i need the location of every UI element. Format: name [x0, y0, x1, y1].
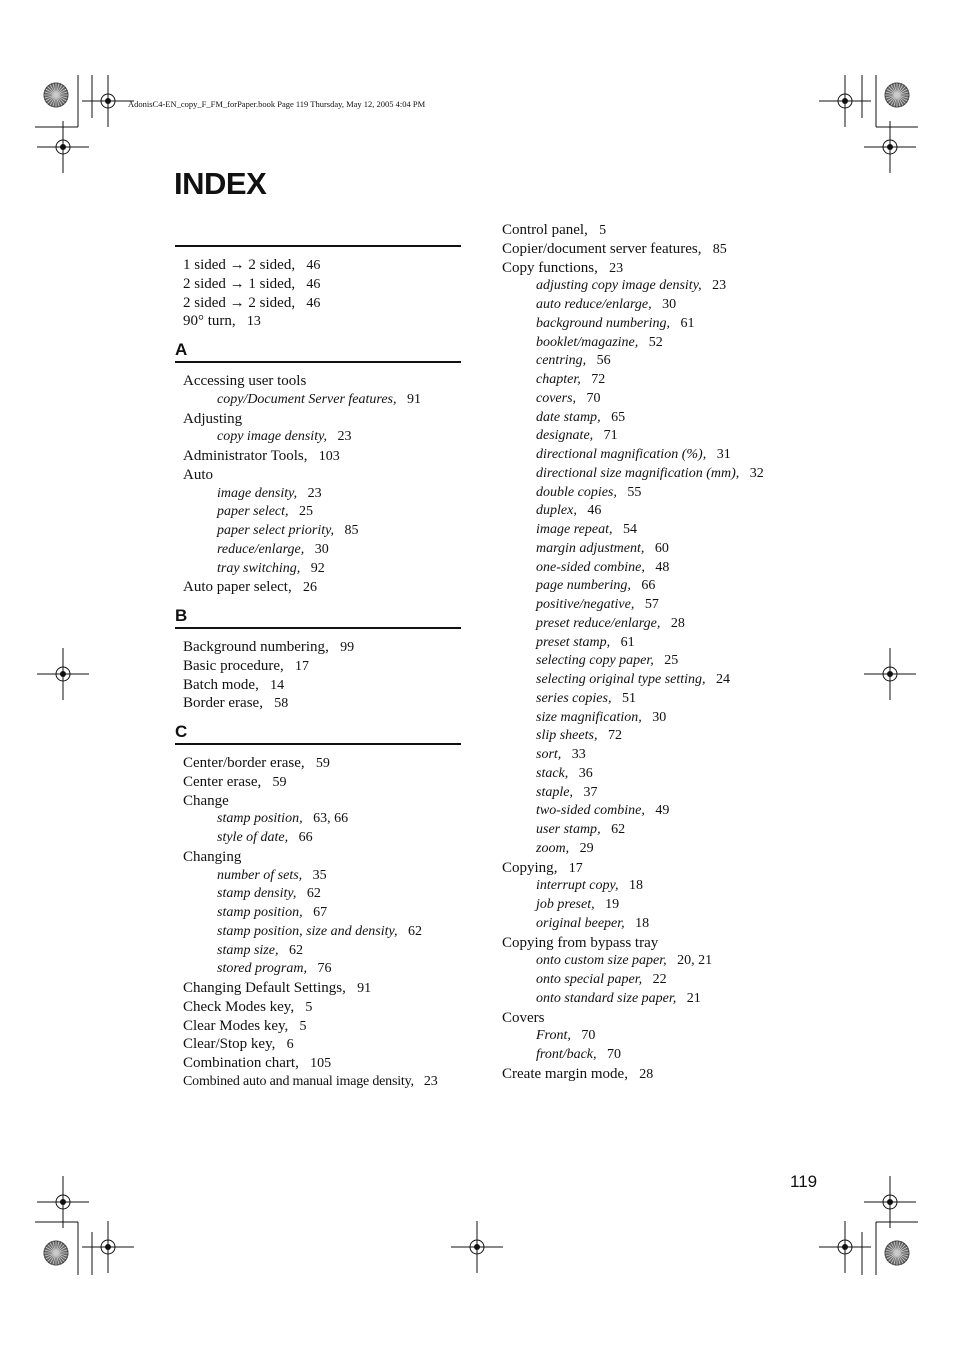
index-subentry: copy/Document Server features, 91 [217, 391, 421, 407]
page-reference: 5 [305, 999, 313, 1015]
page-number: 119 [790, 1172, 818, 1191]
page-reference: 63, 66 [313, 811, 349, 827]
index-subentry: series copies, 51 [536, 690, 636, 706]
page-reference: 18 [635, 915, 650, 931]
page-reference: 35 [312, 867, 327, 883]
section-letter-b: B [175, 606, 188, 625]
page-reference: 62 [288, 942, 303, 958]
color-bar-starburst-icon [44, 83, 68, 107]
index-subentry: margin adjustment, 60 [536, 540, 669, 556]
index-term: slip sheets [536, 728, 594, 744]
index-term: reduce/enlarge [217, 541, 301, 557]
index-subentry: original beeper, 18 [536, 915, 650, 931]
index-entry [183, 410, 461, 429]
page-reference: 66 [641, 578, 656, 594]
index-entry [183, 792, 461, 811]
index-subentry: designate, 71 [536, 428, 618, 444]
page-reference: 17 [295, 658, 310, 674]
index-term: positive/negative [536, 597, 631, 612]
color-bar-starburst-icon [885, 83, 909, 107]
index-term: copy image density [217, 429, 324, 445]
index-section-b [175, 638, 461, 713]
index-term: image repeat [536, 522, 609, 537]
index-term: Change [183, 792, 229, 809]
index-term: copy/Document Server features [217, 391, 393, 407]
index-subentry: reduce/enlarge, 30 [217, 541, 329, 557]
index-subentry: image density, 23 [217, 485, 322, 501]
index-term: Border erase [183, 695, 260, 712]
index-entry: Copying, 17 [502, 859, 583, 876]
index-subentry: two-sided combine, 49 [536, 803, 670, 819]
page-reference: 23 [337, 429, 352, 445]
index-term: covers [536, 390, 573, 406]
index-term: stamp density [217, 886, 293, 902]
registration-target-icon [82, 1221, 134, 1273]
index-entry: Center erase, 59 [183, 773, 287, 790]
index-term: Combination chart [183, 1055, 296, 1071]
index-term: Copier/document server features [502, 240, 698, 257]
page-reference: 6 [286, 1037, 294, 1053]
index-term: Auto [183, 466, 213, 483]
index-term: Auto paper select [183, 579, 288, 596]
index-term: Create margin mode [502, 1065, 625, 1082]
registration-target-icon [864, 1176, 916, 1228]
page-reference: 59 [272, 774, 287, 790]
page-reference: 22 [652, 972, 667, 987]
index-term: Copying [502, 859, 554, 876]
index-term: chapter [536, 372, 578, 387]
page-reference: 21 [686, 990, 701, 1006]
registration-target-icon [864, 648, 916, 700]
index-entry: Clear/Stop key, 6 [183, 1036, 294, 1053]
index-subentry: front/back, 70 [536, 1047, 622, 1062]
index-entry: Clear Modes key, 5 [183, 1017, 307, 1034]
index-subentry: size magnification, 30 [536, 709, 667, 725]
index-subentry: copy image density, 23 [217, 429, 352, 445]
page-reference: 70 [607, 1047, 622, 1062]
index-subentry: slip sheets, 72 [536, 728, 622, 744]
page-reference: 61 [680, 315, 695, 331]
index-term: paper select priority [217, 523, 331, 538]
index-subentry: stored program, 76 [217, 961, 332, 977]
page-reference: 92 [310, 560, 325, 576]
page-reference: 55 [627, 484, 642, 500]
registration-target-icon [819, 1221, 871, 1273]
index-section-c [175, 754, 461, 1092]
index-subentry: one-sided combine, 48 [536, 559, 670, 575]
page-reference: 5 [299, 1018, 307, 1034]
page-reference: 29 [579, 840, 594, 856]
index-term: stamp size [217, 942, 275, 958]
index-entry: Combined auto and manual image density, 23 [183, 1073, 438, 1089]
page-reference: 36 [578, 765, 593, 781]
page-reference: 26 [302, 580, 317, 596]
index-column-left [175, 245, 461, 1092]
index-subentry: preset reduce/enlarge, 28 [536, 615, 685, 631]
index-entry: Control panel, 5 [502, 222, 607, 238]
section-letter-c: C [175, 722, 188, 741]
page-reference: 57 [644, 597, 659, 612]
index-term: Covers [502, 1009, 545, 1026]
index-term: stamp position [217, 905, 300, 920]
page-reference: 59 [315, 756, 330, 771]
index-term: preset stamp [536, 634, 607, 650]
index-subentry: Front, 70 [536, 1028, 596, 1044]
index-subentry: staple, 37 [536, 784, 598, 800]
registration-target-icon [37, 1176, 89, 1228]
index-subentry: image repeat, 54 [536, 522, 637, 537]
index-term: job preset [536, 897, 592, 912]
page-reference: 62 [306, 886, 321, 902]
index-term: Batch mode [183, 676, 256, 693]
index-term: number of sets [217, 867, 299, 883]
index-subentry: positive/negative, 57 [536, 597, 659, 612]
index-subentry: onto custom size paper, 20, 21 [536, 953, 713, 969]
index-entry: 2 sided → 1 sided, 46 [183, 275, 321, 292]
index-entry: Create margin mode, 28 [502, 1065, 654, 1082]
index-section-c-continued [502, 221, 802, 1084]
index-term: Copying from bypass tray [502, 934, 659, 951]
index-term: Check Modes key [183, 998, 291, 1015]
index-subentry: stamp position, 63, 66 [217, 811, 349, 827]
index-subentry: tray switching, 92 [217, 560, 325, 576]
page-reference: 51 [621, 690, 636, 706]
page-reference: 72 [591, 372, 606, 387]
index-term: Control panel [502, 222, 585, 238]
index-subentry: stamp position, size and density, 62 [217, 923, 422, 939]
index-term: series copies [536, 690, 608, 706]
section-letter-a: A [175, 340, 188, 359]
page-reference: 56 [596, 353, 611, 369]
page-reference: 30 [662, 297, 677, 312]
index-entry [183, 372, 461, 391]
index-column-right [502, 221, 802, 1084]
index-entry: Border erase, 58 [183, 695, 289, 712]
index-term: size magnification [536, 709, 639, 725]
registration-target-icon [819, 75, 871, 127]
page-reference: 23 [609, 260, 624, 276]
index-term: date stamp [536, 409, 598, 425]
index-subentry: selecting copy paper, 25 [536, 653, 679, 669]
index-subentry: style of date, 66 [217, 830, 313, 845]
index-entry: Background numbering, 99 [183, 639, 355, 655]
index-term: Clear Modes key [183, 1017, 285, 1034]
page-reference: 24 [716, 672, 731, 687]
index-term: front/back [536, 1047, 594, 1062]
index-term: stored program [217, 961, 304, 977]
index-subentry: centring, 56 [536, 353, 611, 369]
index-entry: Combination chart, 105 [183, 1055, 332, 1071]
page-reference: 32 [749, 465, 764, 481]
index-term: stamp position [217, 811, 300, 827]
index-entry: Check Modes key, 5 [183, 998, 313, 1015]
index-subentry: stamp position, 67 [217, 905, 328, 920]
page-reference: 66 [298, 830, 313, 845]
index-subentry: covers, 70 [536, 390, 601, 406]
index-entry [502, 1009, 802, 1028]
index-term: onto special paper [536, 972, 639, 987]
index-subentry: selecting original type setting, 24 [536, 672, 731, 687]
index-term: booklet/magazine [536, 334, 635, 350]
index-entry: Copier/document server features, 85 [502, 240, 727, 257]
index-term: stamp position, size and density [217, 923, 394, 939]
page-reference: 105 [310, 1056, 332, 1071]
index-term: Front [536, 1028, 568, 1044]
index-term: designate [536, 428, 590, 444]
page-reference: 85 [712, 241, 727, 257]
index-subentry: onto standard size paper, 21 [536, 990, 701, 1006]
index-entry: Administrator Tools, 103 [183, 448, 340, 464]
index-subentry: number of sets, 35 [217, 867, 327, 883]
page-reference: 67 [313, 905, 328, 920]
index-term: Accessing user tools [183, 373, 307, 389]
page-reference: 20, 21 [677, 953, 713, 969]
index-term: original beeper [536, 915, 622, 931]
index-term: Changing Default Settings [183, 980, 343, 996]
index-term: preset reduce/enlarge [536, 615, 657, 631]
index-term: Adjusting [183, 410, 243, 427]
page-reference: 58 [274, 696, 289, 712]
color-bar-starburst-icon [885, 1241, 909, 1265]
index-term: Background numbering [183, 639, 326, 655]
page-reference: 46 [306, 295, 321, 311]
page-reference: 23 [307, 485, 322, 501]
page-reference: 62 [407, 923, 422, 939]
page-reference: 62 [611, 822, 626, 837]
index-subentry: directional size magnification (mm), 32 [536, 465, 764, 481]
index-term: Changing [183, 848, 242, 865]
index-term: onto standard size paper [536, 990, 673, 1006]
index-term: Center/border erase [183, 755, 301, 771]
index-section-a [175, 372, 461, 597]
index-entry [183, 466, 461, 485]
page-reference: 103 [318, 449, 340, 464]
index-term: staple [536, 784, 570, 800]
index-term: onto custom size paper [536, 953, 664, 969]
registration-target-icon [37, 648, 89, 700]
index-entry: 90° turn, 13 [183, 313, 261, 330]
index-term: tray switching [217, 560, 297, 576]
page-reference: 49 [655, 803, 670, 819]
index-term: selecting original type setting [536, 672, 703, 687]
page-reference: 99 [340, 640, 355, 655]
page-reference: 30 [314, 541, 329, 557]
page-reference: 46 [306, 276, 321, 292]
index-term: 2 sided → 1 sided [183, 275, 292, 292]
index-entry: Copy functions, 23 [502, 259, 624, 276]
page-reference: 23 [712, 278, 727, 294]
index-subentry: date stamp, 65 [536, 409, 626, 425]
index-term: 1 sided → 2 sided [183, 257, 292, 273]
index-term: directional magnification (%) [536, 447, 703, 462]
page-reference: 31 [716, 447, 731, 462]
page-reference: 33 [571, 747, 586, 762]
index-subentry: directional magnification (%), 31 [536, 447, 731, 462]
index-entry: Batch mode, 14 [183, 676, 285, 693]
index-term: two-sided combine [536, 803, 642, 819]
page-reference: 14 [270, 677, 285, 693]
index-subentry: preset stamp, 61 [536, 634, 635, 650]
index-subentry: booklet/magazine, 52 [536, 334, 663, 350]
index-term: margin adjustment [536, 540, 641, 556]
page-reference: 70 [581, 1028, 596, 1044]
page-reference: 30 [652, 709, 667, 725]
index-entry: Auto paper select, 26 [183, 579, 317, 596]
color-bar-starburst-icon [44, 1241, 68, 1265]
index-subentry: double copies, 55 [536, 484, 642, 500]
index-section-numeric [175, 256, 461, 331]
index-subentry: sort, 33 [536, 747, 586, 762]
index-term: background numbering [536, 315, 667, 331]
index-term: directional size magnification (mm) [536, 465, 736, 481]
index-entry: 2 sided → 2 sided, 46 [183, 294, 321, 311]
index-subentry: stamp size, 62 [217, 942, 303, 958]
page-reference: 54 [622, 522, 637, 537]
registration-target-icon [451, 1221, 503, 1273]
index-subentry: adjusting copy image density, 23 [536, 278, 727, 294]
page-reference: 25 [299, 504, 314, 520]
index-term: centring [536, 353, 583, 369]
page-reference: 72 [607, 728, 622, 744]
index-entry [502, 934, 802, 953]
page-reference: 61 [620, 634, 635, 650]
index-term: Basic procedure [183, 657, 281, 674]
page-reference: 46 [306, 258, 321, 273]
index-entry: Basic procedure, 17 [183, 657, 310, 674]
index-subentry: duplex, 46 [536, 503, 602, 519]
index-entry: Changing Default Settings, 91 [183, 980, 372, 996]
registration-target-icon [37, 121, 89, 173]
index-term: zoom [536, 840, 566, 856]
index-term: duplex [536, 503, 574, 519]
print-file-header: AdonisC4-EN_copy_F_FM_forPaper.book Page 119 Thursday, May 12, 2005 4:04 PM [128, 99, 426, 109]
index-subentry: paper select, 25 [217, 504, 314, 520]
index-term: user stamp [536, 822, 598, 837]
index-term: Administrator Tools [183, 448, 304, 464]
index-term: stack [536, 765, 565, 781]
index-subentry: background numbering, 61 [536, 315, 695, 331]
index-term: interrupt copy [536, 878, 615, 894]
index-term: page numbering [536, 578, 628, 594]
index-term: selecting copy paper [536, 653, 651, 669]
index-subentry: auto reduce/enlarge, 30 [536, 297, 677, 312]
index-subentry: chapter, 72 [536, 372, 606, 387]
index-term: 2 sided → 2 sided [183, 294, 292, 311]
page-reference: 19 [605, 897, 620, 912]
page-reference: 28 [670, 615, 685, 631]
index-entry: Center/border erase, 59 [183, 755, 330, 771]
index-subentry: user stamp, 62 [536, 822, 626, 837]
page-reference: 13 [246, 314, 261, 330]
index-entry: 1 sided → 2 sided, 46 [183, 257, 321, 273]
page-reference: 46 [587, 503, 602, 519]
page-reference: 25 [664, 653, 679, 669]
index-subentry: interrupt copy, 18 [536, 878, 643, 894]
index-term: 90° turn [183, 313, 232, 330]
index-subentry: zoom, 29 [536, 840, 594, 856]
index-subentry: onto special paper, 22 [536, 972, 667, 987]
page-reference: 85 [344, 523, 359, 538]
index-term: one-sided combine [536, 559, 642, 575]
index-subentry: page numbering, 66 [536, 578, 656, 594]
page-reference: 71 [603, 428, 618, 444]
page-reference: 65 [611, 409, 626, 425]
page-reference: 52 [648, 334, 663, 350]
registration-target-icon [82, 75, 134, 127]
index-term: style of date [217, 830, 285, 845]
page-reference: 17 [568, 860, 583, 876]
page-title: INDEX [174, 166, 267, 201]
index-term: Center erase [183, 773, 258, 790]
page-reference: 76 [317, 961, 332, 977]
index-term: paper select [217, 504, 286, 520]
page-reference: 91 [357, 981, 372, 996]
registration-target-icon [864, 121, 916, 173]
page-reference: 48 [655, 559, 670, 575]
page-reference: 60 [654, 540, 669, 556]
page-reference: 18 [628, 878, 643, 894]
index-term: Clear/Stop key [183, 1036, 272, 1053]
page-reference: 91 [406, 391, 421, 407]
index-subentry: stack, 36 [536, 765, 593, 781]
index-term: adjusting copy image density [536, 278, 699, 294]
page-reference: 5 [599, 223, 607, 238]
index-term: Copy functions [502, 259, 595, 276]
index-term: double copies [536, 484, 614, 500]
index-subentry: paper select priority, 85 [217, 523, 359, 538]
index-term: auto reduce/enlarge [536, 297, 649, 312]
index-subentry: stamp density, 62 [217, 886, 321, 902]
page-reference: 23 [423, 1073, 438, 1089]
page-reference: 28 [639, 1066, 654, 1082]
index-term: Combined auto and manual image density [183, 1073, 411, 1089]
index-term: image density [217, 485, 294, 501]
index-term: sort [536, 747, 558, 762]
page-reference: 37 [583, 784, 598, 800]
index-subentry: job preset, 19 [536, 897, 620, 912]
index-entry [183, 848, 461, 867]
page-reference: 70 [586, 390, 601, 406]
